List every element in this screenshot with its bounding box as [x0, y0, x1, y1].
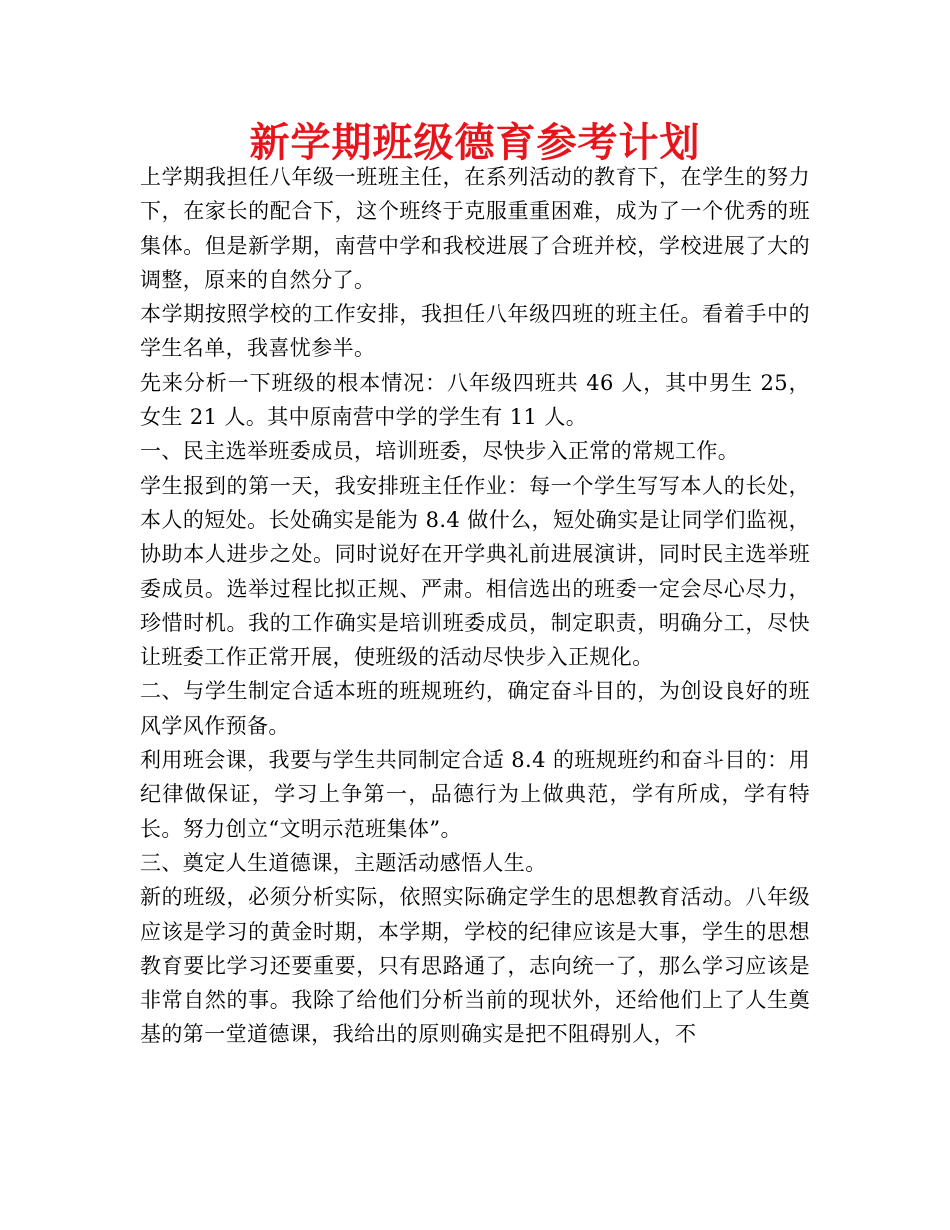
paragraph: 新的班级，必须分析实际，依照实际确定学生的思想教育活动。八年级应该是学习的黄金时期，本学期，学校的纪律应该是大事，学生的思想教育要比学习还要重要，只有思路通了，志向统一了，那么学习应该是非常自然的事。我除了给他们分析当前的现状外，还给他们上了人生奠基的第一堂道德课，我给出的原则确实是把不阻碍别人，不 [140, 885, 810, 1047]
paragraph: 本学期按照学校的工作安排，我担任八年级四班的班主任。看着手中的学生名单，我喜忧参半。 [140, 302, 810, 361]
paragraph: 先来分析一下班级的根本情况：八年级四班共 46 人，其中男生 25，女生 21 人。其中原南营中学的学生有 11 人。 [140, 370, 810, 430]
document-body [140, 160, 810, 1052]
paragraph: 上学期我担任八年级一班班主任，在系列活动的教育下，在学生的努力下，在家长的配合下，这个班终于克服重重困难，成为了一个优秀的班集体。但是新学期，南营中学和我校进展了合班并校，学校进展了大的调整，原来的自然分了。 [140, 165, 810, 292]
paragraph: 利用班会课，我要与学生共同制定合适 8.4 的班规班约和奋斗目的：用纪律做保证，学习上争第一，品德行为上做典范，学有所成，学有特长。努力创立“文明示范班集体”。 [140, 748, 810, 841]
section-heading: 二、与学生制定合适本班的班规班约，确定奋斗目的，为创设良好的班风学风作预备。 [140, 679, 810, 738]
section-heading: 一、民主选举班委成员，培训班委，尽快步入正常的常规工作。 [140, 439, 740, 464]
paragraph: 学生报到的第一天，我安排班主任作业：每一个学生写写本人的长处，本人的短处。长处确实是能为 8.4 做什么，短处确实是让同学们监视，协助本人进步之处。同时说好在开学典礼前进展演讲，同时民主选举班委成员。选举过程比拟正规、严肃。相信选出的班委一定会尽心尽力，珍惜时机。我的工作确实是培训班委成员，制定职责，明确分工，尽快让班委工作正常开展，使班级的活动尽快步入正规化。 [140, 473, 810, 670]
document-title: 新学期班级德育参考计划 [249, 120, 701, 166]
section-heading: 三、奠定人生道德课，主题活动感悟人生。 [140, 850, 547, 875]
